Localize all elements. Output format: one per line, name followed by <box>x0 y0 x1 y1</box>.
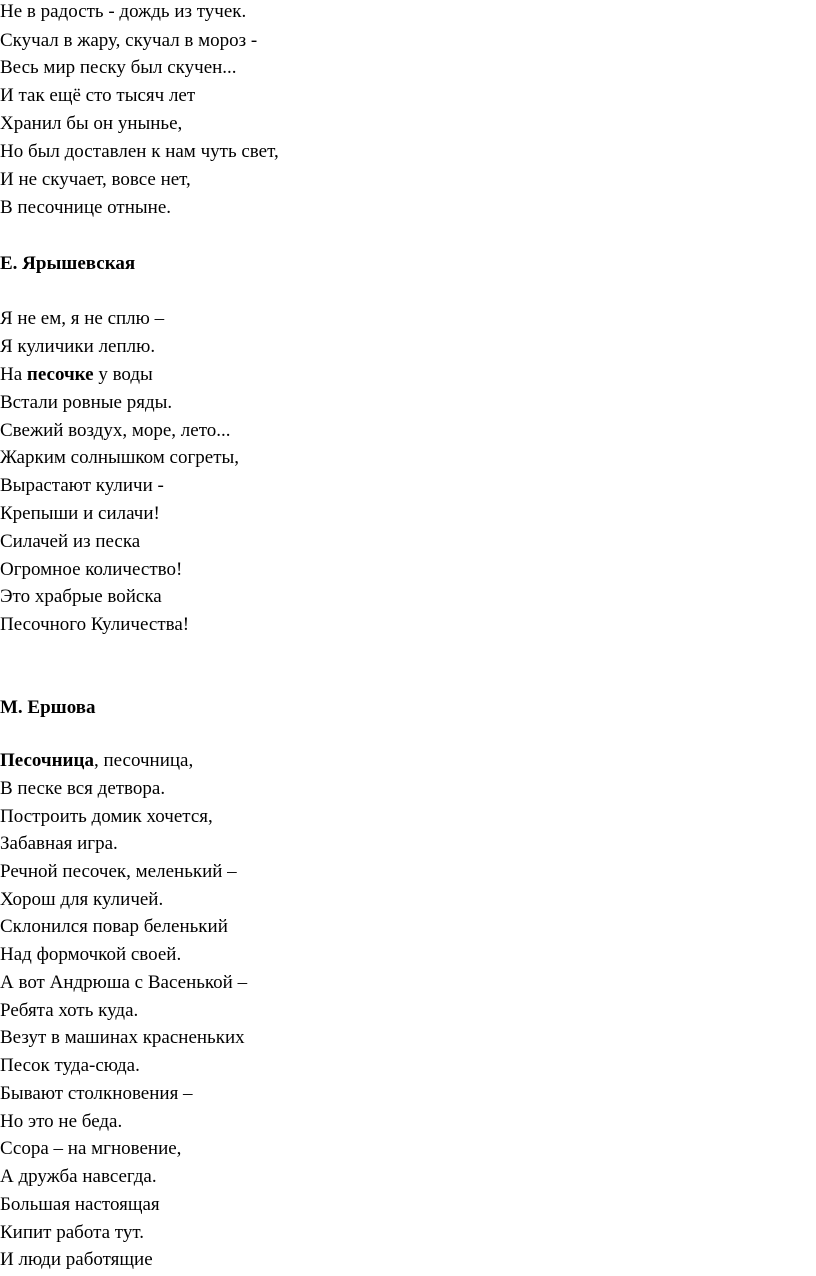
poem2-bold-word: песочке <box>26 364 94 385</box>
poem3-line: Везут в машинах красненьких <box>0 1027 245 1048</box>
poem3-line: Забавная игра. <box>0 833 118 854</box>
poem1-line: И не скучает, вовсе нет, <box>0 169 191 190</box>
poem3-line: Большая настоящая <box>0 1194 160 1215</box>
author-heading: Е. Ярышевская <box>0 253 136 274</box>
poem3-line: Хорош для куличей. <box>0 889 164 910</box>
poem3-line: Песок туда-сюда. <box>0 1055 140 1076</box>
poem3-line: Склонился повар беленький <box>0 916 228 937</box>
poem2-line: Огромное количество! <box>0 559 183 580</box>
poem2-line: Крепыши и силачи! <box>0 503 160 524</box>
poem3-line: Ребята хоть куда. <box>0 1000 139 1021</box>
poem3-line: А дружба навсегда. <box>0 1166 157 1187</box>
poem2-line-mixed <box>0 364 153 386</box>
poem2-line: Вырастают куличи - <box>0 475 164 496</box>
poem1-line: Но был доставлен к нам чуть свет, <box>0 141 279 162</box>
poem3-bold-word: Песочница <box>0 750 94 771</box>
poem3-line: Ссора – на мгновение, <box>0 1138 182 1159</box>
poem2-line: Свежий воздух, море, лето... <box>0 420 231 441</box>
poem3-line: Кипит работа тут. <box>0 1222 144 1243</box>
poem3-line: И люди работящие <box>0 1249 153 1270</box>
poem2-line-text: На <box>0 364 27 385</box>
poem1-line: Весь мир песку был скучен... <box>0 57 237 78</box>
poem1-line: Не в радость - дождь из тучек. <box>0 1 247 22</box>
poem1-line: Хранил бы он уныньe, <box>0 113 183 134</box>
poem3-line: В песке вся детвора. <box>0 778 166 799</box>
poem2-line: Я куличики леплю. <box>0 336 156 357</box>
poem3-line: Над формочкой своей. <box>0 944 182 965</box>
poem3-line: А вот Андрюша с Васенькой – <box>0 972 248 993</box>
author-heading: М. Ершова <box>0 697 96 718</box>
poem3-line-text: , песочница, <box>93 750 194 771</box>
poem1-line: В песочнице отныне. <box>0 197 172 218</box>
poem1-line: И так ещё сто тысяч лет <box>0 85 196 106</box>
poem2-line: Песочного Куличества! <box>0 614 190 635</box>
poem2-line: Встали ровные ряды. <box>0 392 173 413</box>
poem2-line: Это храбрые войска <box>0 586 162 607</box>
poem3-line: Но это не беда. <box>0 1111 123 1132</box>
poem3-line: Бывают столкновения – <box>0 1083 193 1104</box>
poem3-line: Построить домик хочется, <box>0 806 213 827</box>
poem3-line: Речной песочек, меленький – <box>0 861 237 882</box>
poem2-line-text: у воды <box>93 364 153 385</box>
poem3-line-mixed <box>0 750 193 772</box>
poem2-line: Я не ем, я не сплю – <box>0 308 165 329</box>
poem2-line: Силачей из песка <box>0 531 141 552</box>
poem1-line: Скучал в жару, скучал в мороз - <box>0 30 258 51</box>
poem2-line: Жарким солнышком согреты, <box>0 447 240 468</box>
